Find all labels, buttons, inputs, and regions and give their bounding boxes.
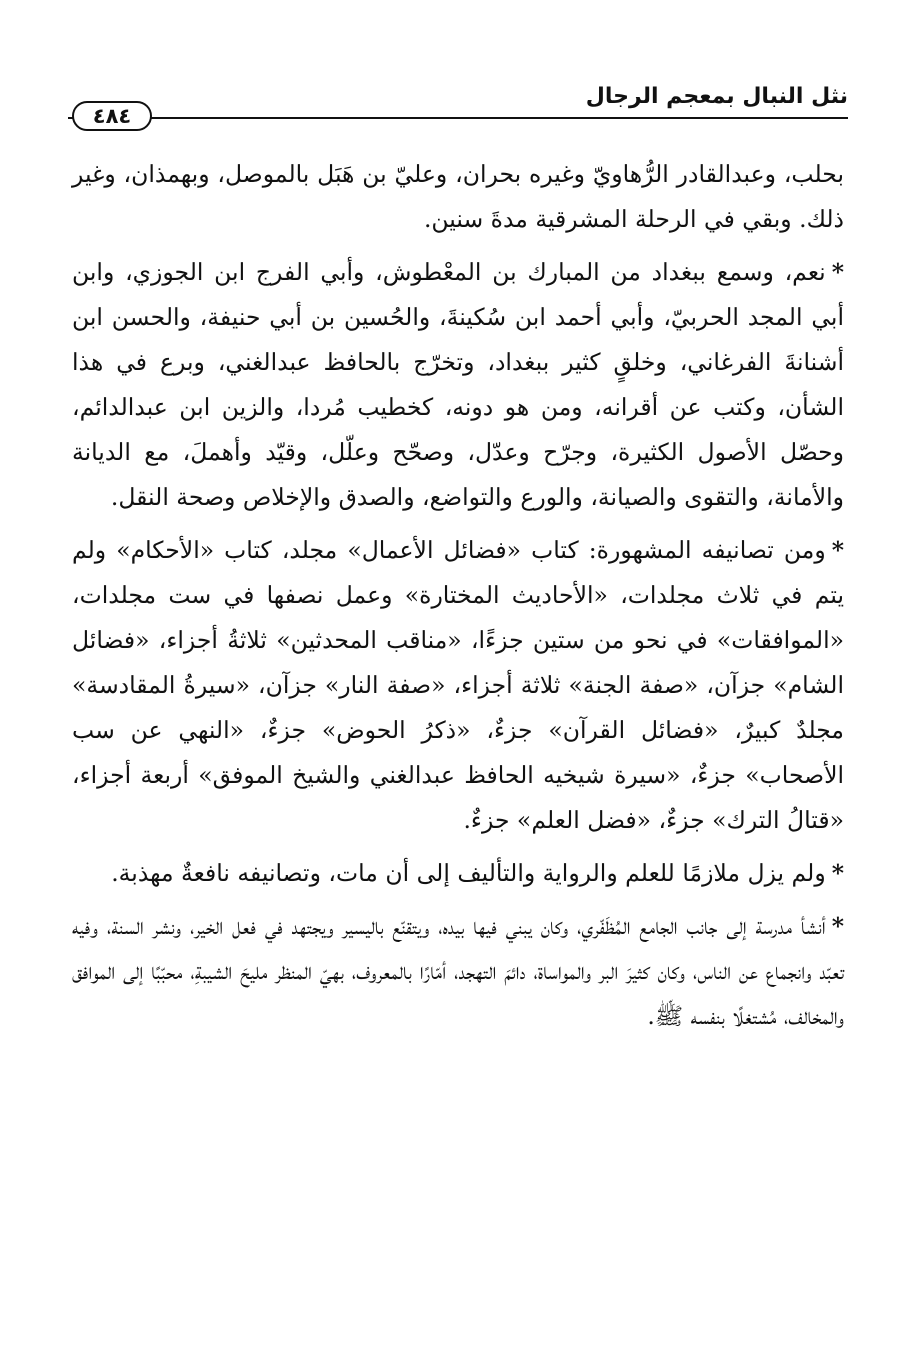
page-header: [68, 84, 848, 128]
paragraph-text: ومن تصانيفه المشهورة: كتاب «فضائل الأعمال» مجلد، كتاب «الأحكام» ولم يتم في ثلاث مجلدات، «الأحاديث المختارة» وعمل نصفها في ست مجلدات، «الموافقات» في نحو من ستين جزءًا، «مناقب المحدثين» ثلاثةُ أجزاء، «فضائل الشام» جزآن، «صفة الجنة» ثلاثة أجزاء، «صفة النار» جزآن، «سيرةُ المقادسة» مجلدٌ كبيرٌ، «فضائل القرآن» جزءٌ، «ذكرُ الحوض» جزءٌ، «النهي عن سب الأصحاب» جزءٌ، «سيرة شيخيه الحافظ عبدالغني والشيخ الموفق» أربعة أجزاء، «قتالُ الترك» جزءٌ، «فضل العلم» جزءٌ.: [72, 536, 844, 834]
page-number: ٤٨٤: [72, 101, 152, 131]
page-body: [72, 152, 844, 1047]
paragraph-text: نعم، وسمع ببغداد من المبارك بن المعْطوش، وأبي الفرج ابن الجوزي، وابن أبي المجد الحربيّ، وأبي أحمد ابن سُكينةَ، والحُسين بن أبي حنيفة، والحسن ابن أشنانةَ الفرغاني، وخلقٍ كثير ببغداد، وتخرّج بالحافظ عبدالغني، وبرع في هذا الشأن، وكتب عن أقرانه، ومن هو دونه، كخطيب مُردا، والزين ابن عبدالدائم، وحصّل الأصول الكثيرة، وجرّح وعدّل، وصحّح وعلّل، وقيّد وأهملَ، مع الديانة والأمانة، والتقوى والصيانة، والورع والتواضع، والصدق والإخلاص وصحة النقل.: [72, 258, 844, 511]
asterisk-marker: *: [831, 258, 844, 286]
header-rule: [68, 117, 848, 119]
asterisk-marker: *: [831, 859, 844, 887]
asterisk-marker: *: [831, 536, 844, 564]
paragraph-works: [72, 528, 844, 843]
paragraph-character: [72, 904, 844, 1039]
paragraph-text: بحلب، وعبدالقادر الرُّهاويّ وغيره بحران، وعليّ بن هَبَل بالموصل، وبهمذان، وغير ذلك. وبقي في الرحلة المشرقية مدةَ سنين.: [72, 160, 844, 233]
book-title: نثل النبال بمعجم الرجال: [585, 84, 848, 109]
paragraph-text: أنشأ مدرسة إلى جانب الجامع المُظَفّري، وكان يبني فيها بيده، ويتقنّع باليسير ويجتهد في فعل الخير، ونشر السنة، وفيه تعبّد وانجماع عن الناس، وكان كثيرَ البر والمواساة، دائمَ التهجد، أمّارًا بالمعروف، بهيّ المنظر مليحَ الشيبةِ، محبّبًا إلى الموافق والمخالف، مُشتغلًا بنفسه ﷺ.: [72, 912, 844, 1030]
paragraph-scholarship: [72, 851, 844, 896]
asterisk-marker: *: [831, 912, 844, 940]
paragraph-teachers: [72, 250, 844, 520]
paragraph-continuation: [72, 152, 844, 242]
paragraph-text: ولم يزل ملازمًا للعلم والرواية والتأليف إلى أن مات، وتصانيفه نافعةٌ مهذبة.: [111, 859, 826, 887]
